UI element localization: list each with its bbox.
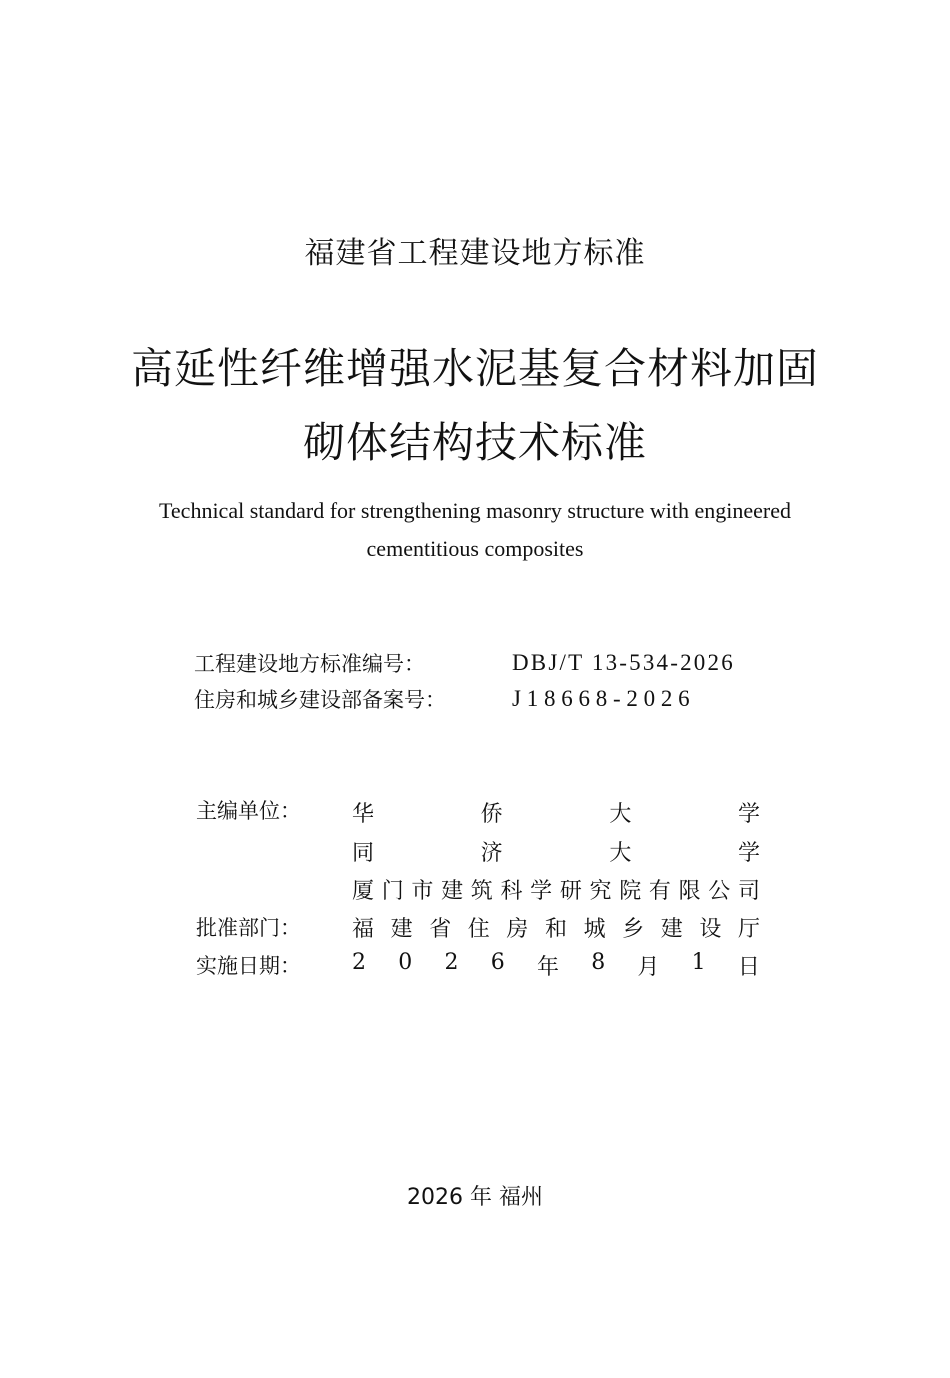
approval-label: 批准部门：: [196, 916, 301, 940]
main-title-line-2: 砌体结构技术标准: [302, 418, 647, 467]
character: 学: [737, 802, 760, 827]
character: 城: [583, 917, 606, 942]
character: 学: [530, 879, 553, 904]
character: 究: [589, 879, 612, 904]
character: 门: [381, 879, 404, 904]
character: 院: [619, 879, 642, 904]
character: 研: [559, 879, 582, 904]
character: 福: [352, 917, 375, 942]
local-standard-number-value: DBJ/T 13-534-2026: [512, 650, 735, 675]
character: 设: [699, 917, 722, 942]
character: 0: [398, 950, 413, 975]
character: 日: [737, 955, 760, 980]
main-title-line-1: 高延性纤维增强水泥基复合材料加固: [130, 344, 819, 393]
character: 筑: [470, 879, 493, 904]
approval-department: [352, 912, 760, 943]
filing-number-label: 住房和城乡建设部备案号：: [194, 688, 446, 712]
local-standard-number-label: 工程建设地方标准编号：: [194, 652, 425, 676]
english-title-line-2: cementitious composites: [366, 536, 584, 561]
character: 市: [411, 879, 434, 904]
character: 限: [678, 879, 701, 904]
character: 2: [444, 950, 459, 975]
character: 公: [708, 879, 731, 904]
character: 华: [352, 802, 375, 827]
chief-editor-label: 主编单位：: [196, 799, 301, 823]
character: 建: [660, 917, 683, 942]
chief-editor-3: [352, 874, 760, 905]
character: 6: [490, 950, 505, 975]
character: 司: [737, 879, 760, 904]
filing-number-row: [194, 684, 760, 714]
english-title-line-1: Technical standard for strengthening masonry structure with engineered: [159, 498, 791, 523]
filing-number-value: J 1 8 6 6 8 - 2 0 2 6: [512, 686, 690, 711]
chief-editor-1: [352, 797, 760, 828]
character: 1: [691, 950, 706, 975]
character: 大: [609, 841, 632, 866]
character: 乡: [622, 917, 645, 942]
character: 同: [352, 841, 375, 866]
character: 房: [506, 917, 529, 942]
character: 济: [480, 841, 503, 866]
character: 建: [390, 917, 413, 942]
character: 建: [441, 879, 464, 904]
character: 学: [737, 841, 760, 866]
character: 侨: [480, 802, 503, 827]
character: 省: [429, 917, 452, 942]
character: 厅: [737, 917, 760, 942]
character: 厦: [352, 879, 375, 904]
character: 大: [609, 802, 632, 827]
implementation-date: [352, 950, 760, 981]
local-standard-number-row: [194, 648, 760, 678]
character: 8: [591, 950, 606, 975]
chief-editor-2: [352, 836, 760, 867]
series-title: 福建省工程建设地方标准: [304, 236, 646, 271]
character: 科: [500, 879, 523, 904]
character: 2: [352, 950, 366, 975]
character: 和: [544, 917, 567, 942]
character: 住: [467, 917, 490, 942]
character: 年: [536, 955, 559, 980]
implementation-date-label: 实施日期：: [196, 954, 301, 978]
character: 有: [648, 879, 671, 904]
publication-year-place: 2026 年 福州: [407, 1185, 543, 1210]
character: 月: [637, 955, 660, 980]
